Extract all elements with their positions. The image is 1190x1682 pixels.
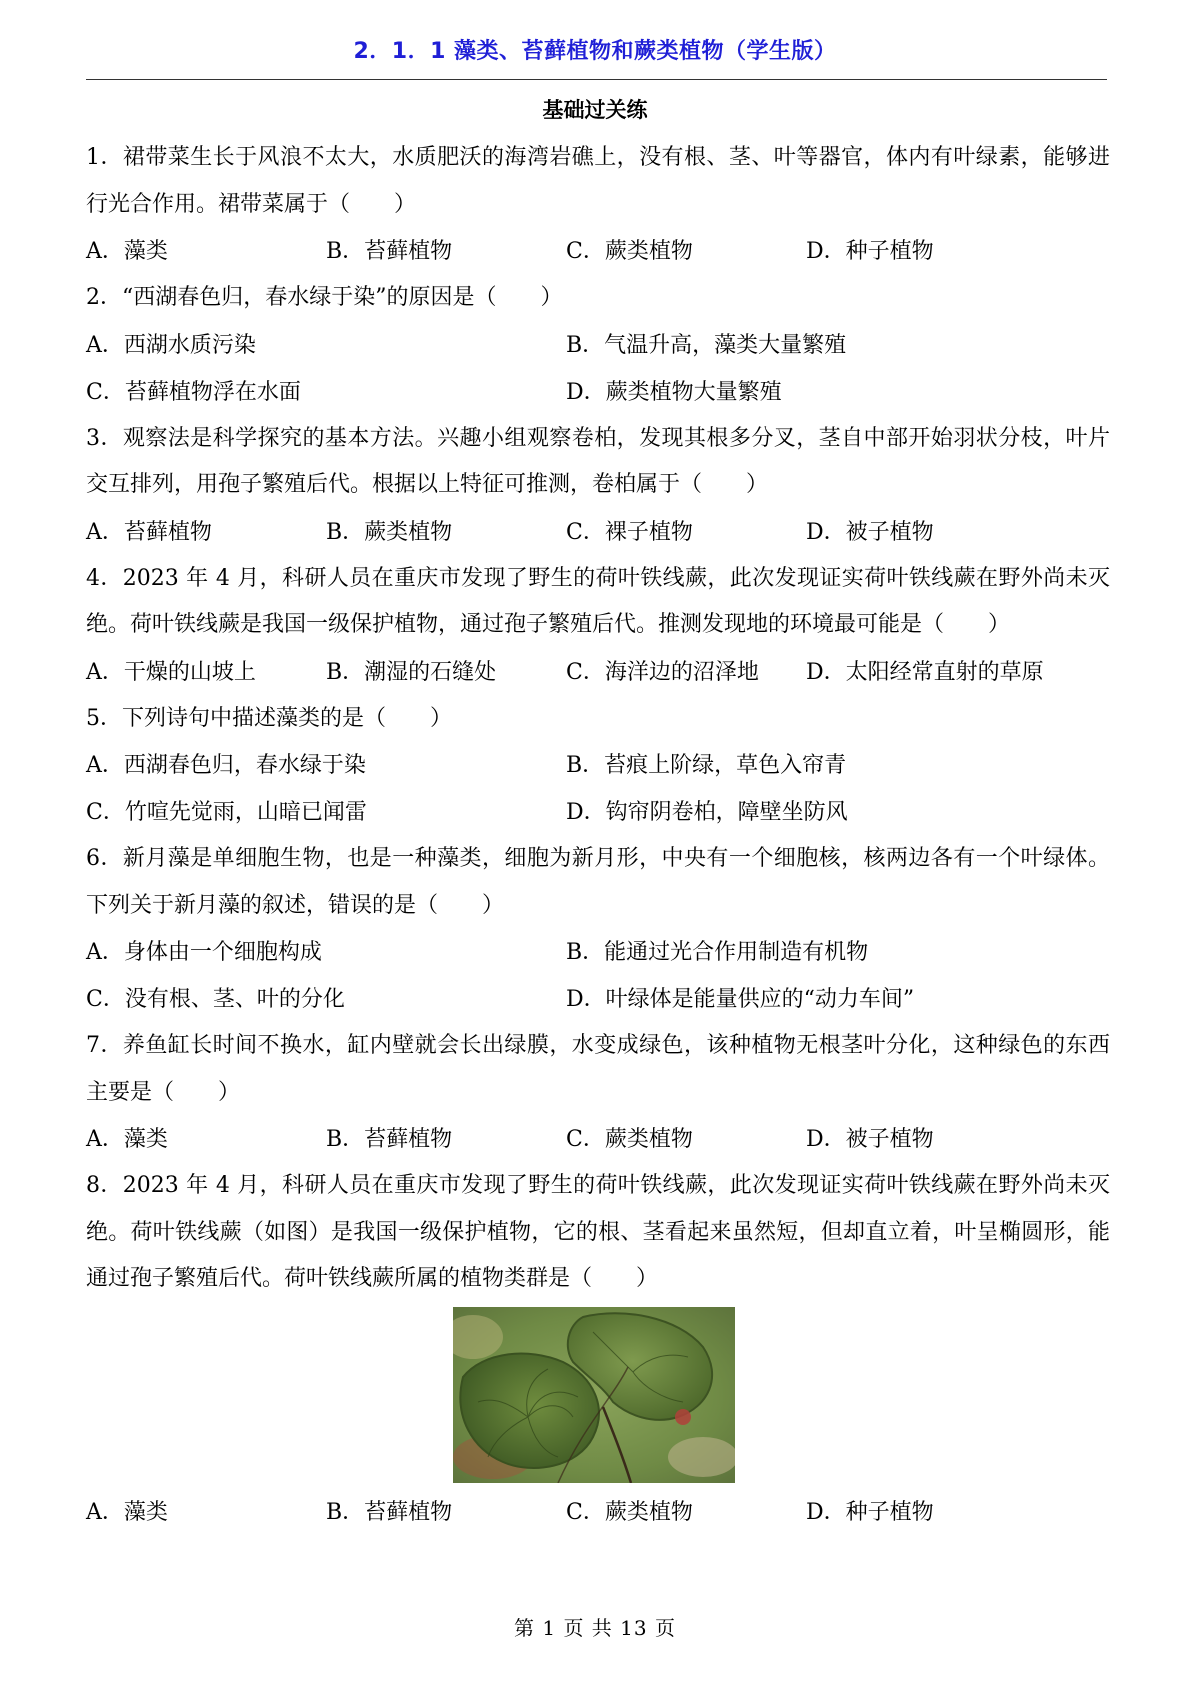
question-5-options-row-1 — [86, 742, 1110, 789]
option-c: C．蕨类植物 — [566, 1499, 693, 1525]
fern-leaf-image — [453, 1307, 735, 1483]
question-1-options — [86, 228, 1110, 275]
question-5-options-row-2 — [86, 789, 1110, 836]
page-footer: 第 1 页 共 13 页 — [514, 1616, 676, 1640]
option-b: B．蕨类植物 — [326, 519, 453, 545]
option-a: A．干燥的山坡上 — [86, 659, 256, 685]
option-b: B．能通过光合作用制造有机物 — [566, 940, 869, 965]
option-a: A．藻类 — [86, 239, 168, 264]
question-2-stem: 2．“西湖春色归，春水绿于染”的原因是（ ） — [86, 285, 563, 310]
document-title: 2．1．1 藻类、苔藓植物和蕨类植物（学生版） — [353, 39, 837, 64]
question-list — [86, 135, 1110, 1536]
option-a: A．西湖春色归，春水绿于染 — [86, 753, 366, 778]
question-6-stem: 6．新月藻是单细胞生物，也是一种藻类，细胞为新月形，中央有一个细胞核，核两边各有一个叶绿体。下列关于新月藻的叙述，错误的是（ ） — [86, 846, 1110, 918]
question-1-stem: 1．裙带菜生长于风浪不太大，水质肥沃的海湾岩礁上，没有根、茎、叶等器官，体内有叶绿素，能够进行光合作用。裙带菜属于（ ） — [86, 145, 1110, 217]
question-6-options-row-1 — [86, 929, 1110, 976]
question-2-options-row-2 — [86, 369, 1110, 416]
question-8-options — [86, 1489, 1110, 1536]
header-divider — [86, 79, 1107, 80]
option-c: C．裸子植物 — [566, 519, 693, 545]
option-d: D．被子植物 — [806, 519, 934, 545]
option-a: A．藻类 — [86, 1499, 168, 1525]
option-a: A．藻类 — [86, 1127, 168, 1152]
question-3-stem: 3．观察法是科学探究的基本方法。兴趣小组观察卷柏，发现其根多分叉，茎自中部开始羽状分枝，叶片交互排列，用孢子繁殖后代。根据以上特征可推测，卷柏属于（ ） — [86, 425, 1110, 497]
question-7-stem: 7．养鱼缸长时间不换水，缸内壁就会长出绿膜，水变成绿色，该种植物无根茎叶分化，这种绿色的东西主要是（ ） — [86, 1033, 1110, 1105]
option-b: B．苔藓植物 — [326, 239, 453, 264]
option-d: D．蕨类植物大量繁殖 — [566, 379, 782, 405]
section-title: 基础过关练 — [542, 98, 648, 122]
option-b: B．苔痕上阶绿，草色入帘青 — [566, 753, 847, 778]
question-4-stem: 4．2023 年 4 月，科研人员在重庆市发现了野生的荷叶铁线蕨，此次发现证实荷叶铁线蕨在野外尚未灭绝。荷叶铁线蕨是我国一级保护植物，通过孢子繁殖后代。推测发现地的环境最可能是（ ） — [86, 565, 1110, 637]
question-7-options — [86, 1116, 1110, 1163]
option-a: A．西湖水质污染 — [86, 332, 256, 358]
option-d: D．种子植物 — [806, 1499, 934, 1525]
option-d: D．太阳经常直射的草原 — [806, 659, 1044, 685]
option-b: B．潮湿的石缝处 — [326, 659, 497, 685]
option-b: B．苔藓植物 — [326, 1127, 453, 1152]
option-b: B．苔藓植物 — [326, 1499, 453, 1525]
question-5-stem: 5．下列诗句中描述藻类的是（ ） — [86, 705, 452, 731]
question-2-options-row-1 — [86, 322, 1110, 369]
option-c: C．没有根、茎、叶的分化 — [86, 987, 345, 1012]
option-d: D．种子植物 — [806, 239, 934, 264]
option-c: C．蕨类植物 — [566, 1127, 693, 1152]
option-c: C．竹喧先觉雨，山暗已闻雷 — [86, 800, 367, 825]
option-c: C．海洋边的沼泽地 — [566, 659, 759, 685]
question-8-stem: 8．2023 年 4 月，科研人员在重庆市发现了野生的荷叶铁线蕨，此次发现证实荷叶铁线蕨在野外尚未灭绝。荷叶铁线蕨（如图）是我国一级保护植物，它的根、茎看起来虽然短，但却直立着，叶呈椭圆形，能通过孢子繁殖后代。荷叶铁线蕨所属的植物类群是（ ） — [86, 1173, 1110, 1291]
option-c: C．蕨类植物 — [566, 239, 693, 264]
option-d: D．钩帘阴卷柏，障壁坐防风 — [566, 800, 848, 825]
option-c: C．苔藓植物浮在水面 — [86, 379, 301, 405]
question-3-options — [86, 509, 1110, 556]
option-a: A．苔藓植物 — [86, 519, 212, 545]
option-d: D．叶绿体是能量供应的“动力车间” — [566, 987, 915, 1012]
question-6-options-row-2 — [86, 976, 1110, 1023]
option-b: B．气温升高，藻类大量繁殖 — [566, 332, 847, 358]
question-4-options — [86, 649, 1110, 696]
figure-container — [86, 1307, 1110, 1489]
option-a: A．身体由一个细胞构成 — [86, 940, 322, 965]
option-d: D．被子植物 — [806, 1127, 934, 1152]
